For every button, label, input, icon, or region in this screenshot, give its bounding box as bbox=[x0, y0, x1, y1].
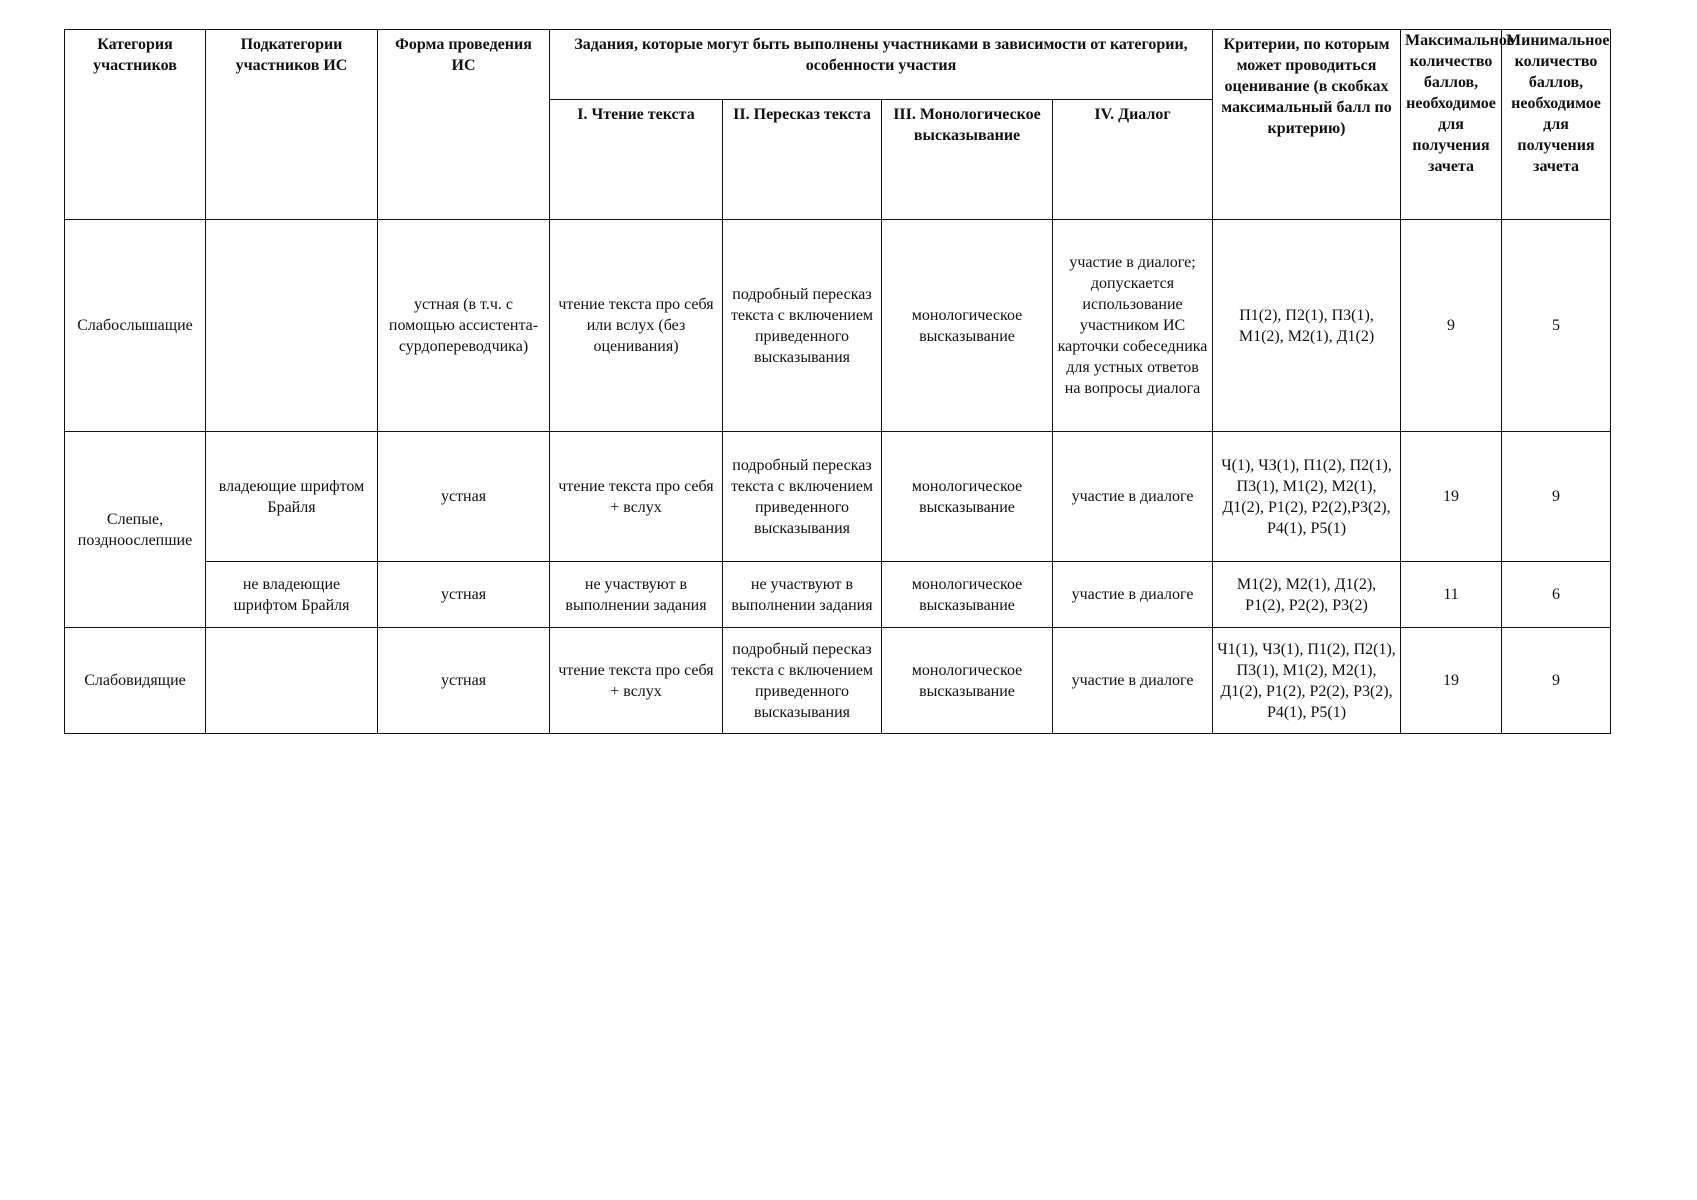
cell-task-1: чтение текста про себя + вслух bbox=[550, 628, 723, 734]
header-min-score: Минимальное количество баллов, необходимое для получения зачета bbox=[1502, 30, 1611, 220]
assessment-table bbox=[64, 29, 1611, 734]
cell-task-1: чтение текста про себя или вслух (без оценивания) bbox=[550, 220, 723, 432]
cell-criteria: Ч(1), ЧЗ(1), П1(2), П2(1), П3(1), М1(2), М2(1), Д1(2), Р1(2), Р2(2),Р3(2), Р4(1), Р5(1) bbox=[1213, 432, 1401, 562]
cell-criteria: М1(2), М2(1), Д1(2), Р1(2), Р2(2), Р3(2) bbox=[1213, 562, 1401, 628]
cell-criteria: П1(2), П2(1), П3(1), М1(2), М2(1), Д1(2) bbox=[1213, 220, 1401, 432]
header-subcategory: Подкатегории участников ИС bbox=[206, 30, 378, 220]
header-row-1 bbox=[65, 30, 1611, 100]
header-form: Форма проведения ИС bbox=[378, 30, 550, 220]
cell-max-score: 19 bbox=[1401, 432, 1502, 562]
cell-category: Слабовидящие bbox=[65, 628, 206, 734]
cell-task-4: участие в диалоге; допускается использование участником ИС карточки собеседника для устных ответов на вопросы диалога bbox=[1053, 220, 1213, 432]
cell-max-score: 9 bbox=[1401, 220, 1502, 432]
cell-subcategory: владеющие шрифтом Брайля bbox=[206, 432, 378, 562]
cell-min-score: 6 bbox=[1502, 562, 1611, 628]
cell-task-3: монологическое высказывание bbox=[882, 628, 1053, 734]
cell-max-score: 11 bbox=[1401, 562, 1502, 628]
cell-subcategory bbox=[206, 220, 378, 432]
cell-task-2: подробный пересказ текста с включением приведенного высказывания bbox=[723, 432, 882, 562]
cell-task-2: подробный пересказ текста с включением приведенного высказывания bbox=[723, 628, 882, 734]
cell-task-4: участие в диалоге bbox=[1053, 628, 1213, 734]
cell-subcategory: не владеющие шрифтом Брайля bbox=[206, 562, 378, 628]
cell-task-3: монологическое высказывание bbox=[882, 432, 1053, 562]
header-category: Категория участников bbox=[65, 30, 206, 220]
cell-task-4: участие в диалоге bbox=[1053, 432, 1213, 562]
cell-subcategory bbox=[206, 628, 378, 734]
cell-form: устная (в т.ч. с помощью ассистента-сурдопереводчика) bbox=[378, 220, 550, 432]
cell-task-2: не участвуют в выполнении задания bbox=[723, 562, 882, 628]
cell-min-score: 9 bbox=[1502, 432, 1611, 562]
table-row bbox=[65, 628, 1611, 734]
header-max-score: Максимальное количество баллов, необходимое для получения зачета bbox=[1401, 30, 1502, 220]
table-row bbox=[65, 432, 1611, 562]
cell-form: устная bbox=[378, 562, 550, 628]
cell-category: Слабослышащие bbox=[65, 220, 206, 432]
header-task-4: IV. Диалог bbox=[1053, 100, 1213, 220]
table-row bbox=[65, 220, 1611, 432]
cell-task-1: чтение текста про себя + вслух bbox=[550, 432, 723, 562]
cell-task-2: подробный пересказ текста с включением приведенного высказывания bbox=[723, 220, 882, 432]
header-tasks-group: Задания, которые могут быть выполнены участниками в зависимости от категории, особенности участия bbox=[550, 30, 1213, 100]
cell-form: устная bbox=[378, 432, 550, 562]
cell-criteria: Ч1(1), ЧЗ(1), П1(2), П2(1), П3(1), М1(2), М2(1), Д1(2), Р1(2), Р2(2), Р3(2), Р4(1), Р5(1) bbox=[1213, 628, 1401, 734]
cell-task-4: участие в диалоге bbox=[1053, 562, 1213, 628]
header-task-1: I. Чтение текста bbox=[550, 100, 723, 220]
table-row bbox=[65, 562, 1611, 628]
cell-max-score: 19 bbox=[1401, 628, 1502, 734]
cell-category: Слепые, поздноослепшие bbox=[65, 432, 206, 628]
cell-task-3: монологическое высказывание bbox=[882, 562, 1053, 628]
cell-form: устная bbox=[378, 628, 550, 734]
header-task-3: III. Монологическое высказывание bbox=[882, 100, 1053, 220]
cell-task-3: монологическое высказывание bbox=[882, 220, 1053, 432]
cell-task-1: не участвуют в выполнении задания bbox=[550, 562, 723, 628]
cell-min-score: 5 bbox=[1502, 220, 1611, 432]
header-task-2: II. Пересказ текста bbox=[723, 100, 882, 220]
cell-min-score: 9 bbox=[1502, 628, 1611, 734]
header-criteria: Критерии, по которым может проводиться оценивание (в скобках максимальный балл по критерию) bbox=[1213, 30, 1401, 220]
